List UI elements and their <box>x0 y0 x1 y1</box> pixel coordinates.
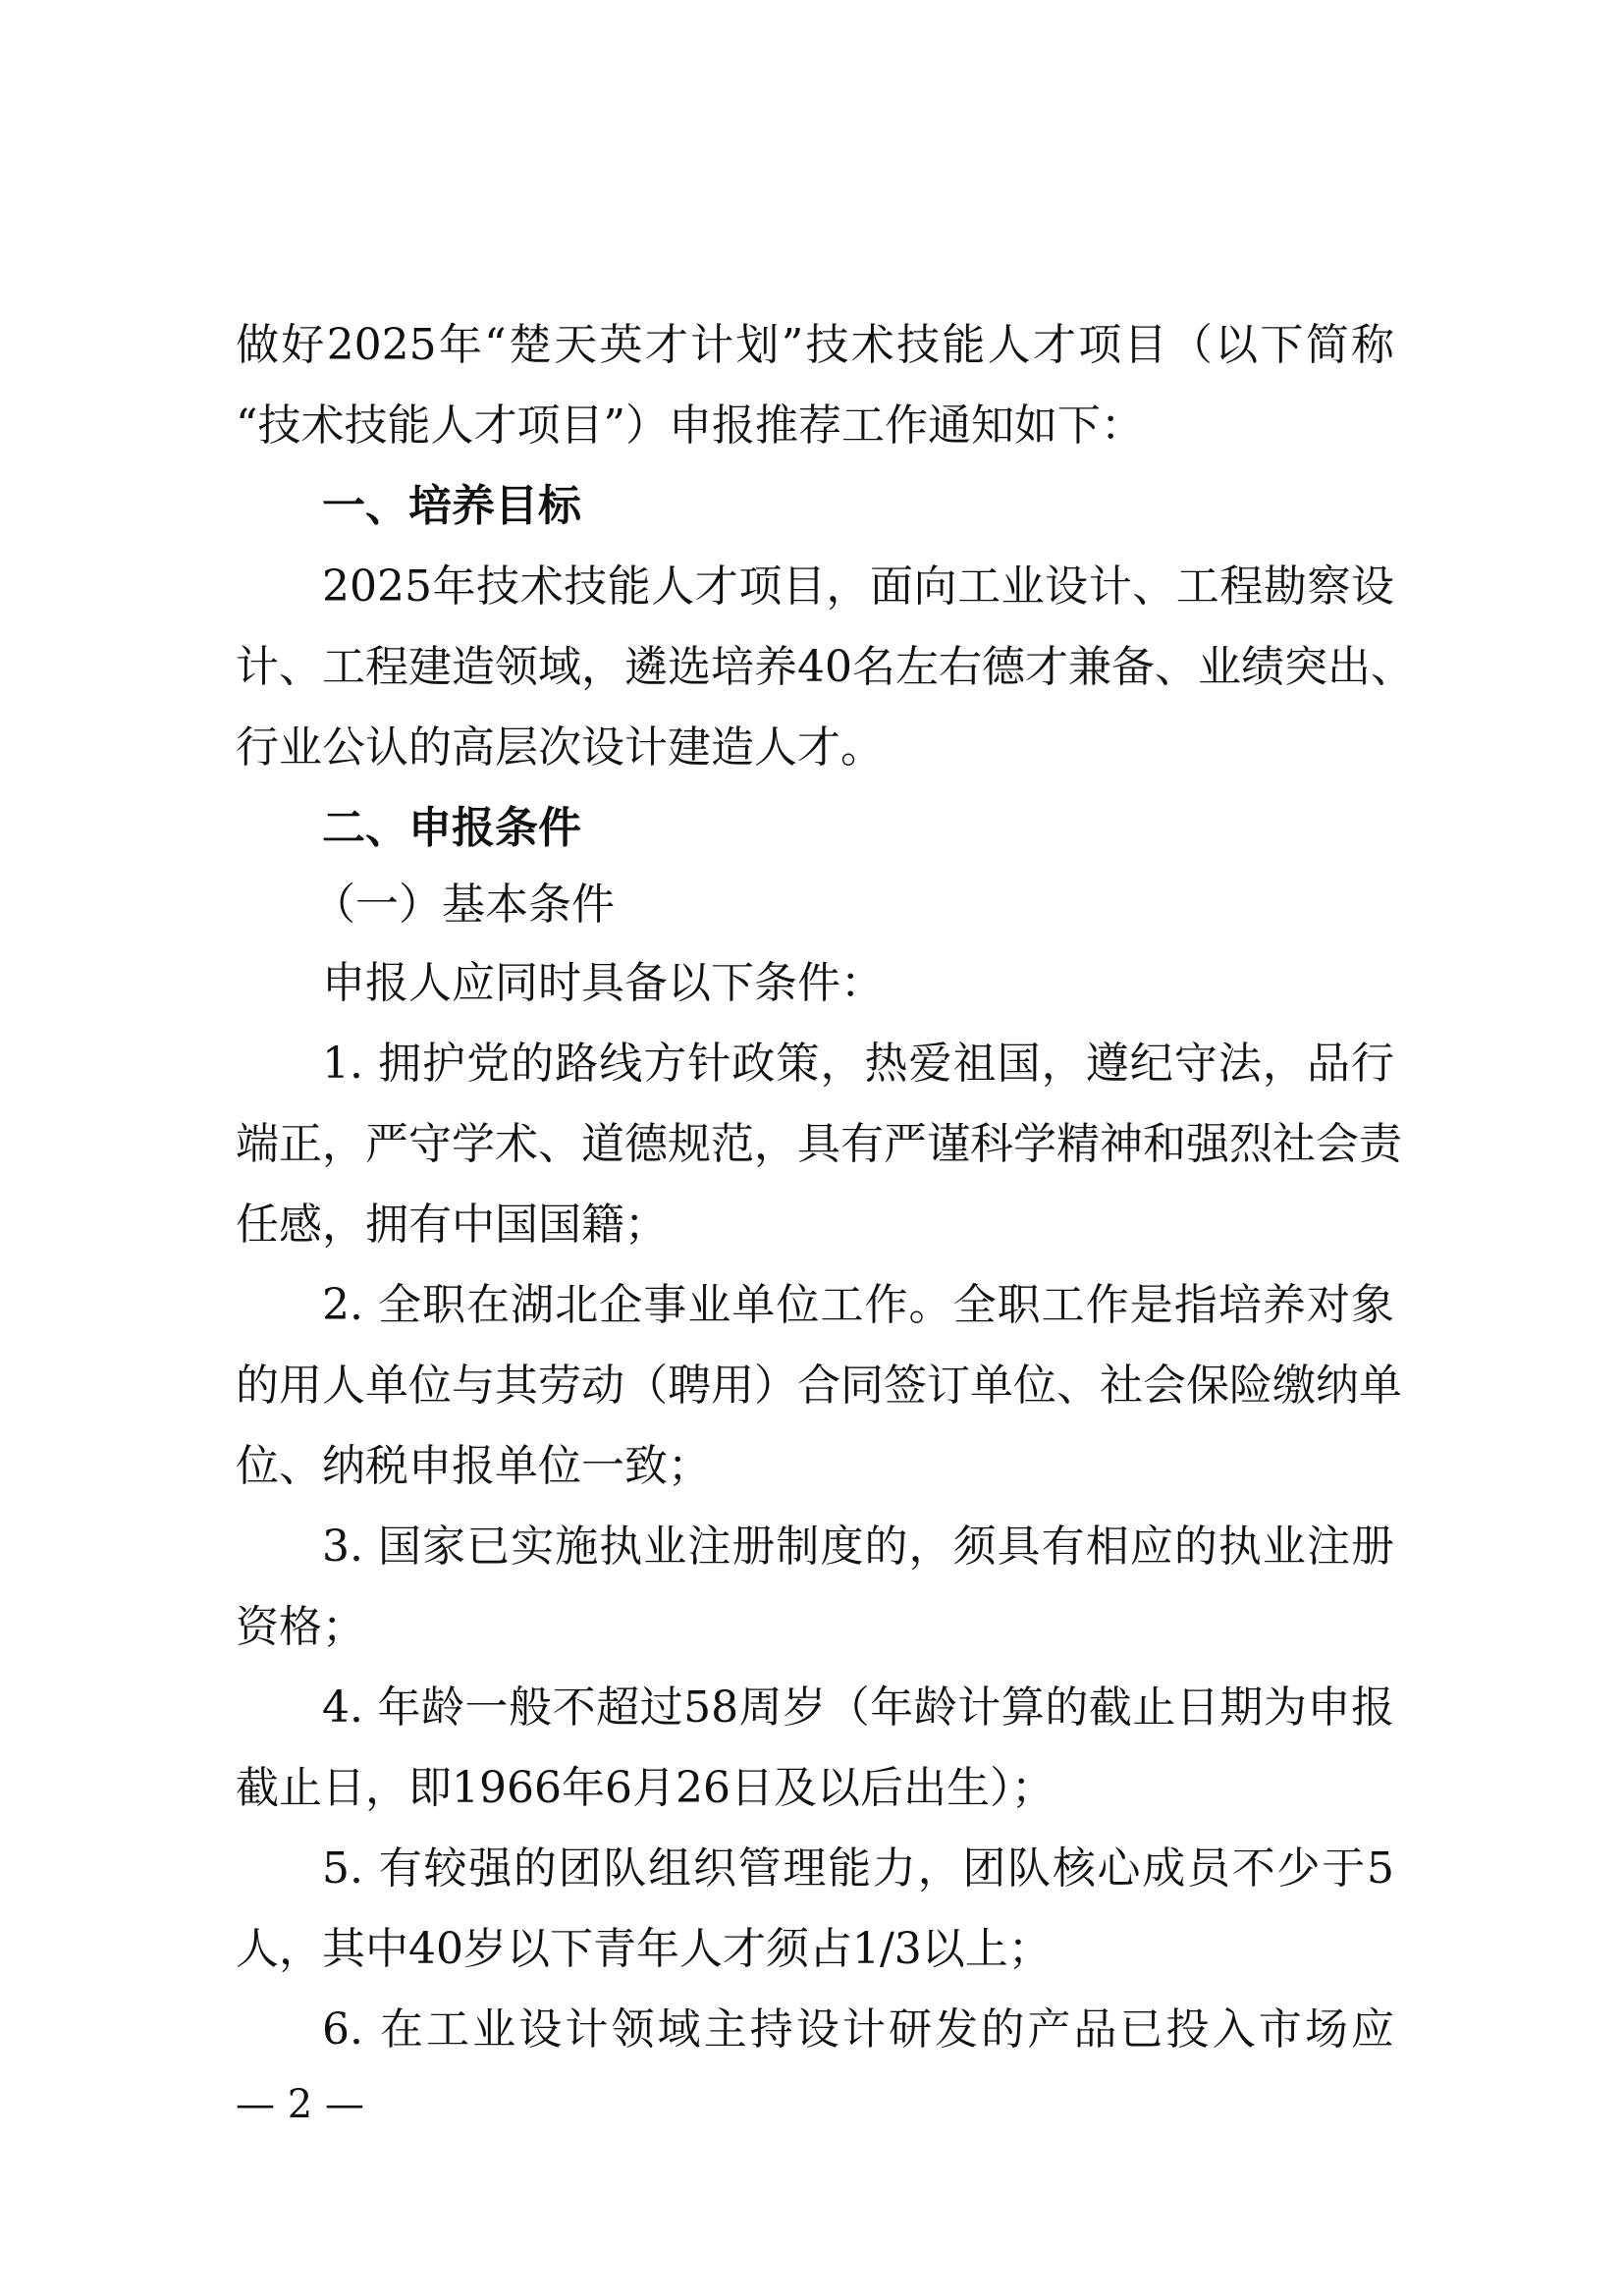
item6-line-1: 6. 在工业设计领域主持设计研发的产品已投入市场应 <box>322 2004 1394 2055</box>
requirement-intro: 申报人应同时具备以下条件： <box>322 958 884 1008</box>
item4-line-2: 截止日，即1966年6月26日及以后出生）； <box>236 1763 1055 1813</box>
page-number: — 2 — <box>236 2082 364 2127</box>
item1-line-3: 任感，拥有中国国籍； <box>236 1200 668 1250</box>
item1-line-2: 端正，严守学术、道德规范，具有严谨科学精神和强烈社会责 <box>236 1119 1402 1169</box>
section1-line-3: 行业公认的高层次设计建造人才。 <box>236 722 884 773</box>
section1-line-2: 计、工程建造领域，遴选培养40名左右德才兼备、业绩突出、 <box>236 642 1414 692</box>
section-heading-training-goal: 一、培养目标 <box>322 481 581 531</box>
item4-line-1: 4. 年龄一般不超过58周岁（年龄计算的截止日期为申报 <box>322 1682 1394 1733</box>
item3-line-2: 资格； <box>236 1602 365 1652</box>
item5-line-1: 5. 有较强的团队组织管理能力，团队核心成员不少于5 <box>322 1843 1394 1894</box>
section-heading-application-conditions: 二、申报条件 <box>322 803 581 853</box>
item1-line-1: 1. 拥护党的路线方针政策，热爱祖国，遵纪守法，品行 <box>322 1039 1394 1089</box>
item2-line-1: 2. 全职在湖北企事业单位工作。全职工作是指培养对象 <box>322 1280 1394 1330</box>
item2-line-2: 的用人单位与其劳动（聘用）合同签订单位、社会保险缴纳单 <box>236 1361 1402 1411</box>
intro-line-2: “技术技能人才项目”）申报推荐工作通知如下： <box>236 400 1144 451</box>
section1-line-1: 2025年技术技能人才项目，面向工业设计、工程勘察设 <box>322 561 1394 612</box>
item3-line-1: 3. 国家已实施执业注册制度的，须具有相应的执业注册 <box>322 1522 1394 1572</box>
subsection-heading-basic-conditions: （一）基本条件 <box>312 880 615 930</box>
item5-line-2: 人，其中40岁以下青年人才须占1/3以上； <box>236 1924 1052 1974</box>
item2-line-3: 位、纳税申报单位一致； <box>236 1441 711 1491</box>
intro-line-1: 做好2025年“楚天英才计划”技术技能人才项目（以下简称 <box>236 320 1394 370</box>
